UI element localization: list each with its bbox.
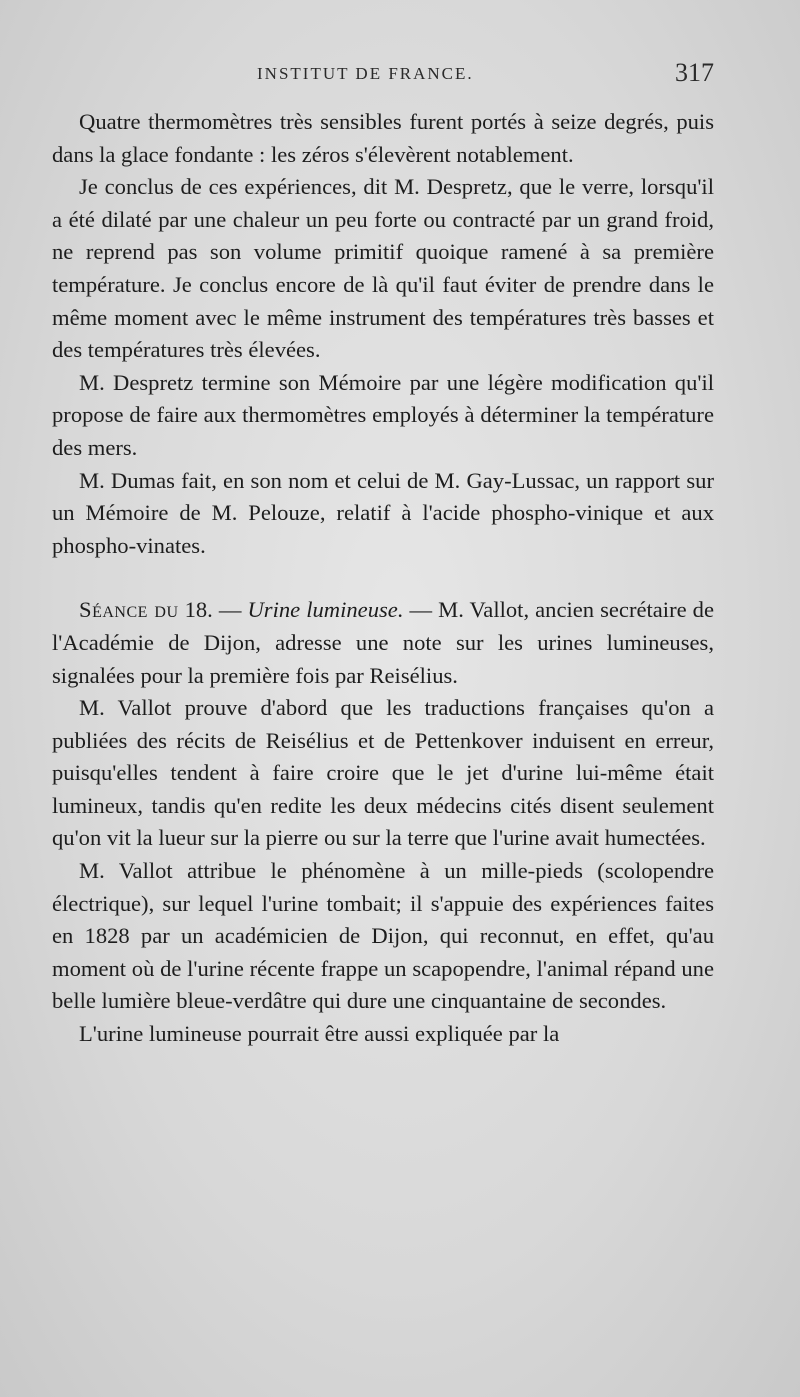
page-number: 317 <box>675 58 714 87</box>
paragraph-modification: M. Despretz termine son Mémoire par une légère modification qu'il propose de faire aux thermomètres employés à déterminer la température des mers. <box>52 369 714 460</box>
session-paragraph <box>52 594 714 692</box>
session-dash-1: — <box>218 597 242 623</box>
session-day: 18. <box>184 597 213 623</box>
running-head <box>52 58 714 98</box>
session-label: Séance du <box>79 597 179 623</box>
session-text: M. Vallot, ancien secrétaire de l'Académie de Dijon, adresse une note sur les urines lumineuses, signalées pour la première fois par Reisélius. <box>52 597 714 688</box>
paragraph-scolopendre: M. Vallot attribue le phénomène à un mille-pieds (scolopendre électrique), sur lequel l'urine tombait; il s'appuie des expériences faites en 1828 par un académicien de Dijon, qui reconnut, en effet, qu'au moment où de l'urine récente frappe un scapopendre, l'animal répand une belle lumière bleue-verdâtre qui dure une cinquantaine de secondes. <box>52 858 714 1014</box>
body-text <box>52 106 714 1051</box>
session-dash-2: — <box>409 597 433 623</box>
session-topic: Urine lumineuse. <box>247 597 404 623</box>
paragraph-translations: M. Vallot prouve d'abord que les traductions françaises qu'on a publiées des récits de Reisélius et de Pettenkover induisent en erreur, puisqu'elles tendent à faire croire que le jet d'urine lui-même était lumineux, tandis qu'en redite les deux médecins cités disent seulement qu'on vit la lueur sur la pierre ou sur la terre que l'urine avait humectées. <box>52 695 714 851</box>
running-title: INSTITUT DE FRANCE. <box>257 64 474 83</box>
paragraph-thermometers: Quatre thermomètres très sensibles furent portés à seize degrés, puis dans la glace fondante : les zéros s'élevèrent notablement. <box>52 109 714 167</box>
paragraph-conclusion: Je conclus de ces expériences, dit M. Despretz, que le verre, lorsqu'il a été dilaté par une chaleur un peu forte ou contracté par un grand froid, ne reprend pas son volume primitif quoique ramené à sa première température. Je conclus encore de là qu'il faut éviter de prendre dans le même moment avec le même instrument des températures très basses et des températures très élevées. <box>52 174 714 363</box>
paragraph-final: L'urine lumineuse pourrait être aussi expliquée par la <box>79 1021 560 1047</box>
paragraph-report: M. Dumas fait, en son nom et celui de M. Gay-Lussac, un rapport sur un Mémoire de M. Pelouze, relatif à l'acide phospho-vinique et aux phospho-vinates. <box>52 467 714 558</box>
